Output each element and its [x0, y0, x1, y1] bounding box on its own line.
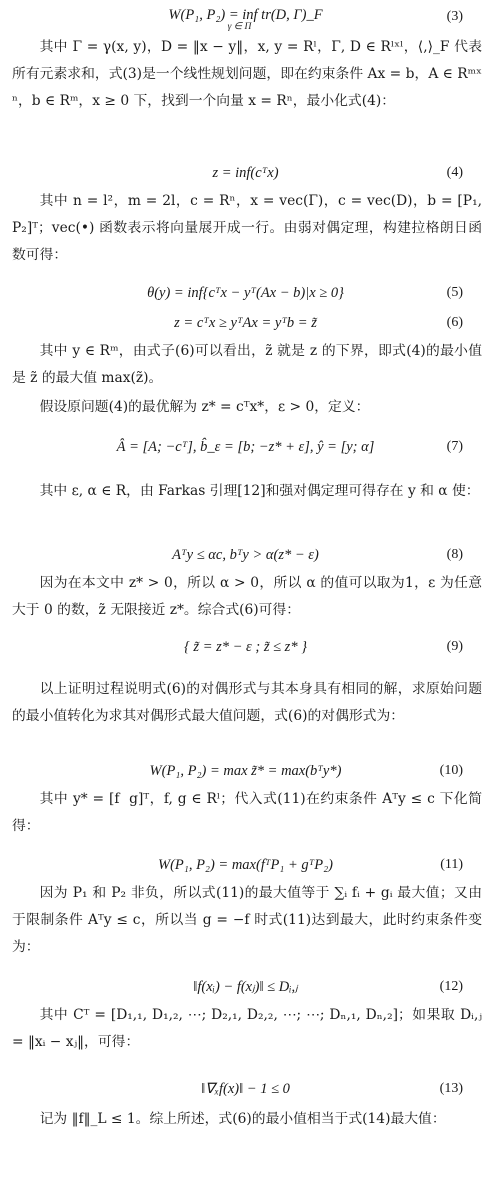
- equation-number-6: (6): [446, 315, 463, 330]
- equation-5: θ(y) = inf{cᵀx − yᵀ(Ax − b)|x ≥ 0}: [147, 285, 344, 301]
- paragraph-11: 记为 ‖f‖_L ≤ 1。综上所述，式(6)的最小值相当于式(14)最大值：: [39, 1111, 446, 1127]
- equation-number-12: (12): [439, 979, 463, 994]
- equation-10: W(P₁, P₂) = max z̃* = max(bᵀy*): [149, 763, 342, 779]
- equation-number-13: (13): [439, 1081, 463, 1096]
- paragraph-3: 其中 y ∈ Rᵐ，由式子(6)可以看出，z̃ 就是 z 的下界，即式(4)的最小值是 z̃ 的最大值 max(z̃)。: [12, 343, 482, 386]
- equation-number-5: (5): [446, 285, 463, 300]
- equation-8: Aᵀy ≤ αc, bᵀy > α(z* − ε): [172, 547, 319, 563]
- paragraph-6: 因为在本文中 z* > 0，所以 α > 0，所以 α 的值可以取为1，ε 为任意大于 0 的数，z̃ 无限接近 z*。综合式(6)可得：: [12, 575, 482, 618]
- paragraph-1: 其中 Γ = γ(x, y)，D = ‖x − y‖，x, y = Rˡ，Γ, D ∈ Rˡˣˡ，⟨,⟩_F 代表所有元素求和，式(3)是一个线性规划问题，即在约束条件 Ax = b，A ∈ Rᵐˣⁿ，b ∈ Rᵐ，x ≥ 0 下，找到一个向量 x = Rⁿ，最小化式(4)：: [12, 39, 482, 109]
- equation-7: Â = [A; −cᵀ], b̂_ε = [b; −z* + ε], ŷ = [y; α]: [116, 439, 375, 455]
- equation-number-10: (10): [439, 763, 463, 778]
- equation-13: ‖∇ₓf(x)‖ − 1 ≤ 0: [201, 1081, 290, 1097]
- paragraph-5: 其中 ε, α ∈ R，由 Farkas 引理[12]和强对偶定理可得存在 y 和 α 使：: [39, 483, 480, 499]
- equation-number-3: (3): [446, 9, 463, 24]
- equation-number-11: (11): [440, 857, 463, 872]
- equation-3: W(P₁, P₂) = inf tr(D, Γ)_F: [168, 7, 323, 23]
- equation-number-7: (7): [446, 439, 463, 454]
- paragraph-2: 其中 n = l²，m = 2l，c = Rⁿ，x = vec(Γ)，c = vec(D)，b = [P₁, P₂]ᵀ；vec(•) 函数表示将向量展开成一行。由弱对偶定理，构建拉格朗日函数可得：: [12, 193, 487, 263]
- equation-number-4: (4): [446, 165, 463, 180]
- equation-4: z = inf(cᵀx): [212, 165, 279, 181]
- equation-9: { z̃ = z* − ε ; z̃ ≤ z* }: [184, 639, 307, 655]
- equation-6: z = cᵀx ≥ yᵀAx = yᵀb = z̃: [174, 315, 317, 331]
- paragraph-4: 假设原问题(4)的最优解为 z* = cᵀx*，ε > 0，定义：: [39, 399, 370, 415]
- paragraph-10: 其中 Cᵀ = [D₁,₁, D₁,₂, ⋯; D₂,₁, D₂,₂, ⋯; ⋯; Dₙ,₁, Dₙ,₂]；如果取 Dᵢ,ⱼ = ‖xᵢ − xⱼ‖，可得：: [12, 1007, 487, 1050]
- paragraph-7: 以上证明过程说明式(6)的对偶形式与其本身具有相同的解，求原始问题的最小值转化为求其对偶形式最大值问题，式(6)的对偶形式为：: [12, 681, 482, 724]
- equation-number-9: (9): [446, 639, 463, 654]
- equation-12: ‖f(xᵢ) − f(xⱼ)‖ ≤ Dᵢ,ⱼ: [193, 979, 298, 995]
- equation-3-subscript: γ ∈ Π: [227, 22, 252, 32]
- paragraph-9: 因为 P₁ 和 P₂ 非负，所以式(11)的最大值等于 ∑ᵢ fᵢ + gᵢ 最大值；又由于限制条件 Aᵀy ≤ c，所以当 g = −f 时式(11)达到最大，此时约束条件变为：: [12, 885, 482, 955]
- equation-number-8: (8): [446, 547, 463, 562]
- equation-11: W(P₁, P₂) = max(fᵀP₁ + gᵀP₂): [158, 857, 333, 873]
- paragraph-8: 其中 y* = [f g]ᵀ，f, g ∈ Rˡ；代入式(11)在约束条件 Aᵀy ≤ c 下化简得：: [12, 791, 482, 834]
